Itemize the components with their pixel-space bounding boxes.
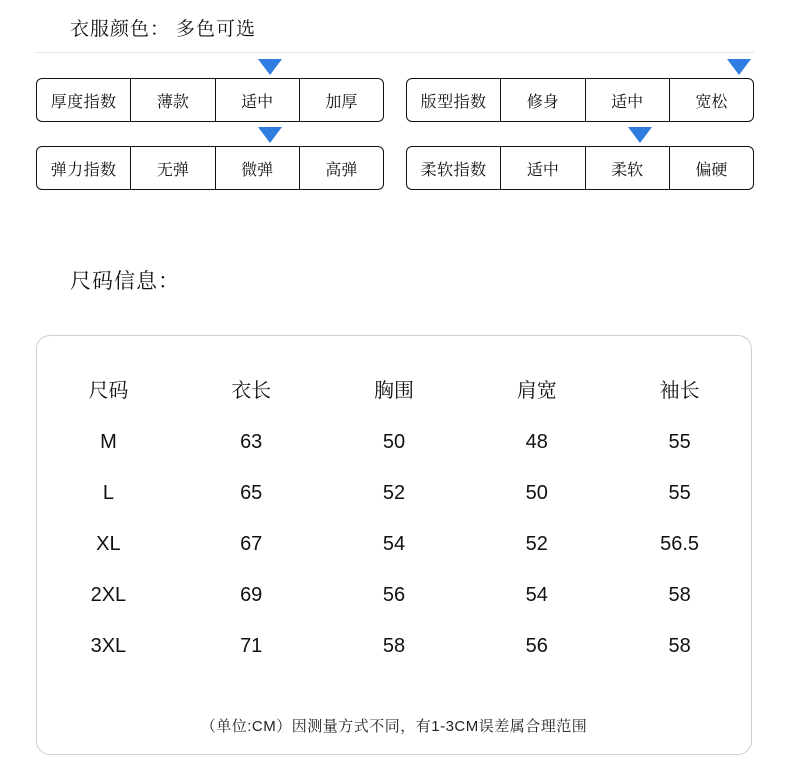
spec-option-fit-1[interactable]: 适中: [585, 79, 669, 121]
spec-bar-fit: [406, 78, 754, 122]
spec-bar-elasticity: [36, 146, 384, 190]
table-cell: 55: [668, 482, 691, 504]
table-header-cell: 肩宽: [516, 380, 557, 402]
spec-title-fit: 版型指数: [420, 93, 487, 111]
clothing-color-label: 衣服颜色：: [70, 19, 171, 40]
spec-block-fit: [406, 78, 754, 122]
table-cell: 56: [382, 584, 406, 606]
table-row: [37, 417, 751, 468]
table-header-cell: 尺码: [88, 380, 129, 402]
spec-title-thickness: 厚度指数: [50, 93, 117, 111]
spec-option-elasticity-0[interactable]: 无弹: [130, 147, 214, 189]
table-cell: 58: [668, 635, 691, 657]
table-header-cell: 胸围: [373, 380, 414, 402]
spec-option-softness-1[interactable]: 柔软: [585, 147, 669, 189]
table-row: [37, 468, 751, 519]
size-measurement-note: （单位:CM）因测量方式不同，有1-3CM误差属合理范围: [200, 718, 588, 735]
spec-option-thickness-1[interactable]: 适中: [215, 79, 299, 121]
table-cell: XL: [96, 533, 121, 555]
table-cell: 69: [240, 584, 263, 606]
table-cell: 55: [668, 431, 691, 453]
size-info-title: 尺码信息：: [70, 270, 180, 293]
spec-row-top: [36, 78, 754, 122]
spec-block-elasticity: [36, 146, 384, 190]
spec-title-elasticity: 弹力指数: [50, 161, 117, 179]
table-cell: 65: [240, 482, 263, 504]
spec-option-softness-2[interactable]: 偏硬: [669, 147, 753, 189]
table-cell: 3XL: [90, 635, 127, 657]
table-row: [37, 519, 751, 570]
table-cell: M: [100, 431, 117, 453]
spec-bar-thickness: [36, 78, 384, 122]
spec-row-bottom: [36, 146, 754, 190]
size-table: [37, 360, 751, 672]
table-row: [37, 570, 751, 621]
clothing-color-value: 多色可选: [176, 19, 257, 40]
table-cell: 48: [525, 431, 548, 453]
table-cell: 67: [240, 533, 263, 555]
clothing-color-header: [70, 14, 256, 41]
spec-block-softness: [406, 146, 754, 190]
table-cell: 54: [382, 533, 406, 555]
table-cell: 56.5: [660, 533, 700, 555]
spec-title-softness: 柔软指数: [420, 161, 487, 179]
selection-marker-icon: [628, 127, 652, 143]
spec-index-grid: [36, 78, 754, 214]
spec-option-fit-2[interactable]: 宽松: [669, 79, 753, 121]
table-row: [37, 621, 751, 672]
selection-marker-icon: [258, 59, 282, 75]
table-cell: 58: [382, 635, 406, 657]
table-cell: L: [102, 482, 114, 504]
table-cell: 52: [525, 533, 548, 555]
spec-block-thickness: [36, 78, 384, 122]
spec-bar-softness: [406, 146, 754, 190]
spec-option-fit-0[interactable]: 修身: [500, 79, 584, 121]
size-table-card: [36, 335, 752, 755]
table-cell: 63: [240, 431, 263, 453]
spec-option-thickness-0[interactable]: 薄款: [130, 79, 214, 121]
table-cell: 52: [382, 482, 406, 504]
selection-marker-icon: [727, 59, 751, 75]
table-cell: 71: [240, 635, 263, 657]
table-cell: 50: [382, 431, 406, 453]
table-cell: 54: [525, 584, 548, 606]
table-header-row: [37, 360, 751, 417]
header-divider: [36, 52, 754, 53]
table-header-cell: 衣长: [231, 380, 272, 402]
table-cell: 2XL: [90, 584, 127, 606]
table-cell: 58: [668, 584, 691, 606]
spec-option-elasticity-1[interactable]: 微弹: [215, 147, 299, 189]
selection-marker-icon: [258, 127, 282, 143]
table-cell: 56: [525, 635, 548, 657]
spec-option-elasticity-2[interactable]: 高弹: [299, 147, 383, 189]
table-cell: 50: [525, 482, 548, 504]
spec-option-thickness-2[interactable]: 加厚: [299, 79, 383, 121]
table-header-cell: 袖长: [659, 380, 700, 402]
spec-option-softness-0[interactable]: 适中: [500, 147, 584, 189]
